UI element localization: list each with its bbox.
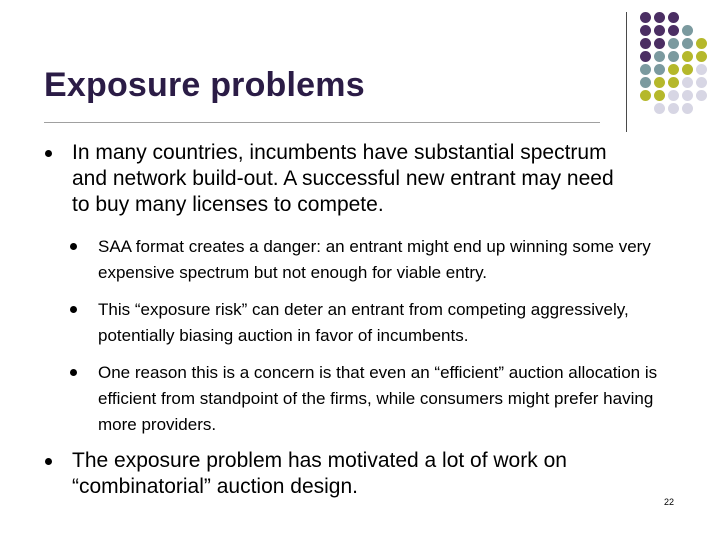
decor-dot — [654, 51, 665, 62]
decor-dot — [640, 12, 651, 23]
decor-dot — [668, 38, 679, 49]
decor-dot — [668, 103, 679, 114]
decor-dot — [640, 51, 651, 62]
decor-dot — [696, 77, 707, 88]
decor-dot — [682, 103, 693, 114]
decor-dot — [640, 77, 651, 88]
decor-dot — [668, 51, 679, 62]
decor-dot — [682, 25, 693, 36]
slide-title: Exposure problems — [44, 66, 365, 104]
decor-dot — [640, 64, 651, 75]
title-underline — [44, 122, 600, 123]
decor-dot — [682, 64, 693, 75]
decor-dot — [640, 90, 651, 101]
decor-dot — [654, 64, 665, 75]
subbullet-text: One reason this is a concern is that even an “efficient” auction allocation is efficient from standpoint of the firms, while consumers might prefer having more providers. — [98, 363, 658, 434]
decor-dot — [696, 64, 707, 75]
decor-dot — [654, 103, 665, 114]
decor-dot — [668, 12, 679, 23]
decor-dot — [682, 77, 693, 88]
bullet-text: The exposure problem has motivated a lot of work on “combinatorial” auction design. — [72, 449, 567, 498]
decor-dot — [654, 25, 665, 36]
decor-dot — [654, 77, 665, 88]
bullet-dot-icon — [45, 150, 52, 157]
decor-dot — [668, 25, 679, 36]
decor-dot — [696, 51, 707, 62]
subbullet-dot-icon — [70, 243, 77, 250]
decor-dot — [696, 90, 707, 101]
decor-dot — [654, 12, 665, 23]
subbullet-dot-icon — [70, 369, 77, 376]
header-vertical-divider — [626, 12, 627, 132]
decor-dot — [696, 38, 707, 49]
decor-dot — [640, 25, 651, 36]
decor-dot — [668, 77, 679, 88]
decor-dot — [668, 64, 679, 75]
decor-dot — [682, 51, 693, 62]
slide-number: 22 — [664, 497, 675, 507]
decor-dot — [654, 38, 665, 49]
decor-dot — [640, 38, 651, 49]
decor-dot — [654, 90, 665, 101]
bullet-dot-icon — [45, 458, 52, 465]
decor-dot — [668, 90, 679, 101]
bullet-text: In many countries, incumbents have substantial spectrum and network build-out. A successful new entrant may need to buy many licenses to compete. — [72, 141, 614, 216]
subbullet-dot-icon — [70, 306, 77, 313]
decor-dot — [682, 38, 693, 49]
subbullet-text: SAA format creates a danger: an entrant might end up winning some very expensive spectrum but not enough for viable entry. — [98, 237, 651, 282]
decor-dot — [682, 90, 693, 101]
subbullet-text: This “exposure risk” can deter an entrant from competing aggressively, potentially biasing auction in favor of incumbents. — [98, 300, 629, 345]
